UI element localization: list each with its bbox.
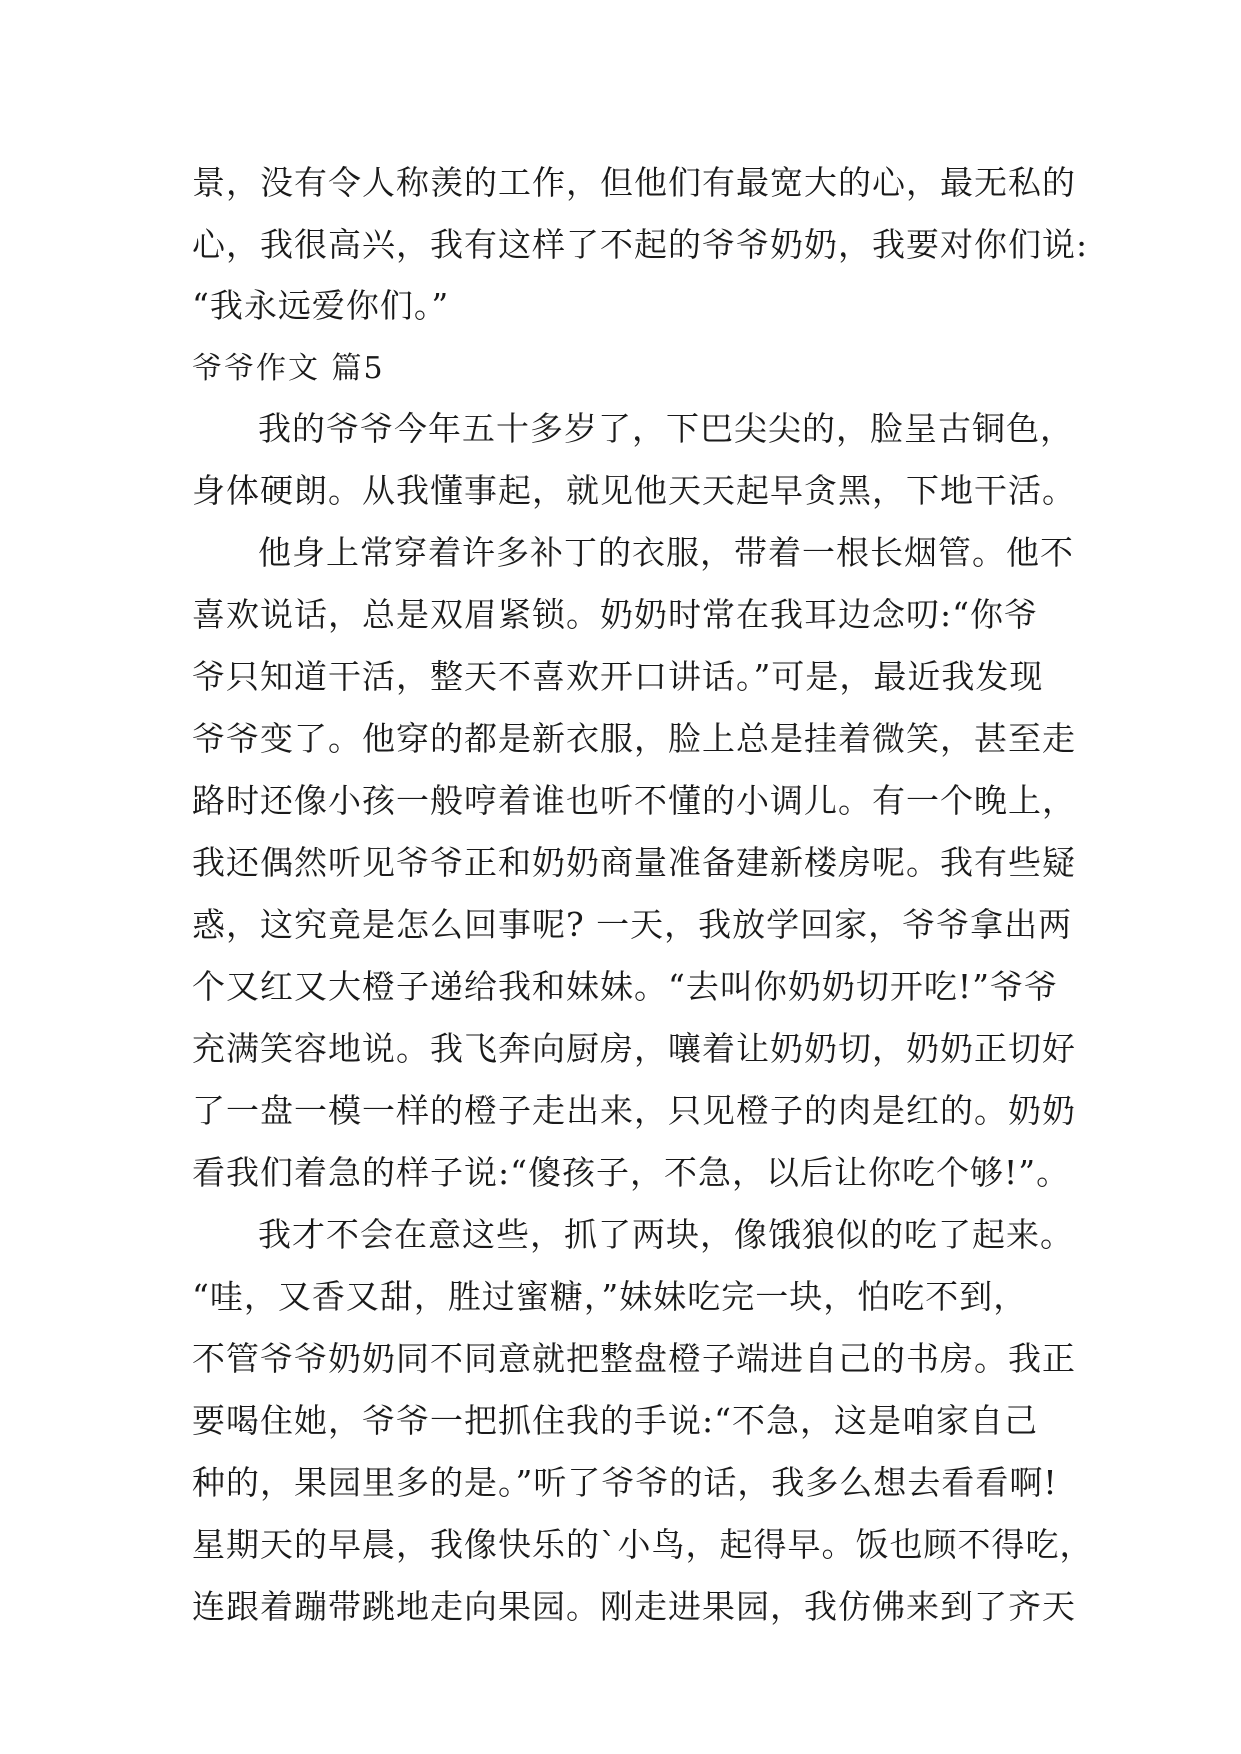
text-line: 不管爷爷奶奶同不同意就把整盘橙子端进自己的书房。我正 [192,1339,1076,1378]
text-line: 看我们着急的样子说:“傻孩子，不急，以后让你吃个够!”。 [192,1153,1071,1192]
text-line: 爷爷变了。他穿的都是新衣服，脸上总是挂着微笑，甚至走 [192,719,1076,758]
paragraph-first-line: 他身上常穿着许多补丁的衣服，带着一根长烟管。他不 [258,533,1074,572]
text-line: 景，没有令人称羡的工作，但他们有最宽大的心，最无私的 [192,163,1076,202]
text-line: 身体硬朗。从我懂事起，就见他天天起早贪黑，下地干活。 [192,471,1076,510]
text-line: 充满笑容地说。我飞奔向厨房，嚷着让奶奶切，奶奶正切好 [192,1029,1076,1068]
text-line: 心，我很高兴，我有这样了不起的爷爷奶奶，我要对你们说: [192,225,1089,264]
text-line: 个又红又大橙子递给我和妹妹。“去叫你奶奶切开吃!”爷爷 [192,967,1059,1006]
text-line: 要喝住她，爷爷一把抓住我的手说:“不急，这是咱家自己 [192,1401,1038,1440]
text-line: “哇，又香又甜，胜过蜜糖，”妹妹吃完一块，怕吃不到， [192,1277,1028,1316]
paragraph-first-line: 我的爷爷今年五十多岁了，下巴尖尖的，脸呈古铜色， [258,409,1074,448]
text-line: 我还偶然听见爷爷正和奶奶商量准备建新楼房呢。我有些疑 [192,843,1076,882]
text-line: 喜欢说话，总是双眉紧锁。奶奶时常在我耳边念叨:“你爷 [192,595,1038,634]
text-line: 惑，这究竟是怎么回事呢? 一天，我放学回家，爷爷拿出两 [192,905,1073,944]
paragraph-first-line: 我才不会在意这些，抓了两块，像饿狼似的吃了起来。 [258,1215,1074,1254]
text-line: 路时还像小孩一般哼着谁也听不懂的小调儿。有一个晚上， [192,781,1076,820]
section-heading: 爷爷作文 篇5 [192,351,385,386]
text-line: 星期天的早晨，我像快乐的`小鸟，起得早。饭也顾不得吃， [192,1525,1094,1564]
text-line: 连跟着蹦带跳地走向果园。刚走进果园，我仿佛来到了齐天 [192,1587,1076,1626]
text-line: “我永远爱你们。” [192,286,450,325]
text-line: 了一盘一模一样的橙子走出来，只见橙子的肉是红的。奶奶 [192,1091,1076,1130]
text-line: 种的，果园里多的是。”听了爷爷的话，我多么想去看看啊! [192,1463,1058,1502]
text-line: 爷只知道干活，整天不喜欢开口讲话。”可是，最近我发现 [192,657,1044,696]
